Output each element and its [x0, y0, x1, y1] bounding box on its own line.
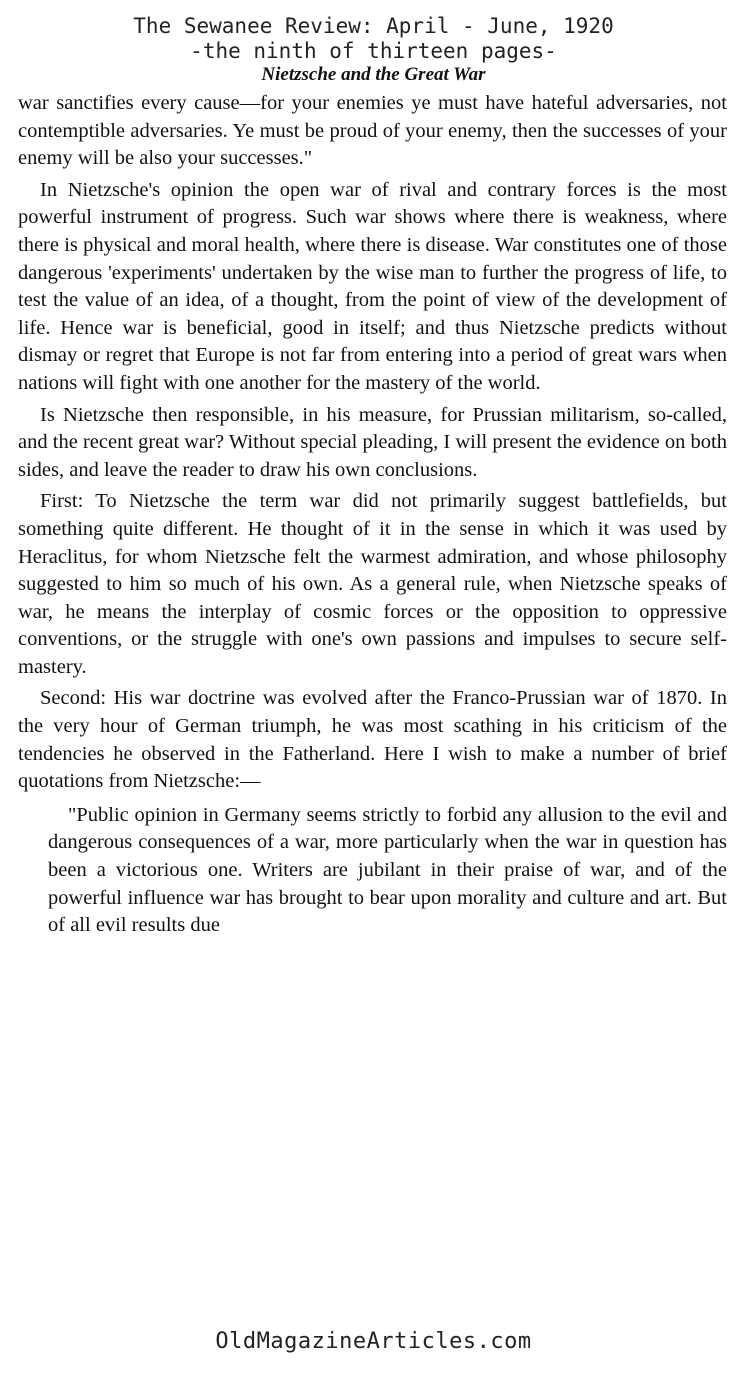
paragraph-responsibility: Is Nietzsche then responsible, in his measure, for Prussian militarism, so-called, and the recent great war? Without special pleading, I will present the evidence on both sides, and leave the reader to draw his own conclusions.	[18, 403, 727, 481]
publication-title: The Sewanee Review: April - June, 1920	[133, 14, 614, 38]
page-indicator: -the ninth of thirteen pages-	[190, 39, 557, 63]
site-footer: OldMagazineArticles.com	[215, 1329, 532, 1354]
paragraph-continued: war sanctifies every cause—for your enemies ye must have hateful adversaries, not contemptible adversaries. Ye must be proud of your enemy, then the successes of your enemy will be also your successes."	[18, 92, 727, 170]
paragraph-progress: In Nietzsche's opinion the open war of rival and contrary forces is the most powerful instrument of progress. Such war shows where there is weakness, where there is physical and moral health, where there is disease. War constitutes one of those dangerous 'experiments' undertaken by the wise man to further the progress of life, to test the value of an idea, of a thought, from the point of view of the development of life. Hence war is beneficial, good in itself; and thus Nietzsche predicts without dismay or regret that Europe is not far from entering into a period of great wars when nations will fight with one another for the mastery of the world.	[18, 178, 727, 394]
page-header	[0, 0, 747, 86]
paragraph-second: Second: His war doctrine was evolved after the Franco-Prussian war of 1870. In the very hour of German triumph, he was most scathing in his criticism of the tendencies he observed in the Fatherland. Here I wish to make a number of brief quotations from Nietzsche:—	[18, 687, 727, 793]
article-title: Nietzsche and the Great War	[261, 64, 486, 85]
paragraph-first: First: To Nietzsche the term war did not primarily suggest battlefields, but something quite different. He thought of it in the sense in which it was used by Heraclitus, for whom Nietzsche felt the warmest admiration, and whose philosophy suggested to him so much of his own. As a general rule, when Nietzsche speaks of war, he means the interplay of cosmic forces or the opposition to oppressive conventions, or the struggle with one's own passions and impulses to secure self-mastery.	[18, 490, 727, 678]
block-quote: "Public opinion in Germany seems strictly to forbid any allusion to the evil and dangerous consequences of a war, more particularly when the war in question has been a victorious one. Writers are jubilant in their praise of war, and of the powerful influence war has brought to bear upon morality and culture and art. But of all evil results due	[48, 803, 727, 937]
article-body	[0, 90, 747, 940]
